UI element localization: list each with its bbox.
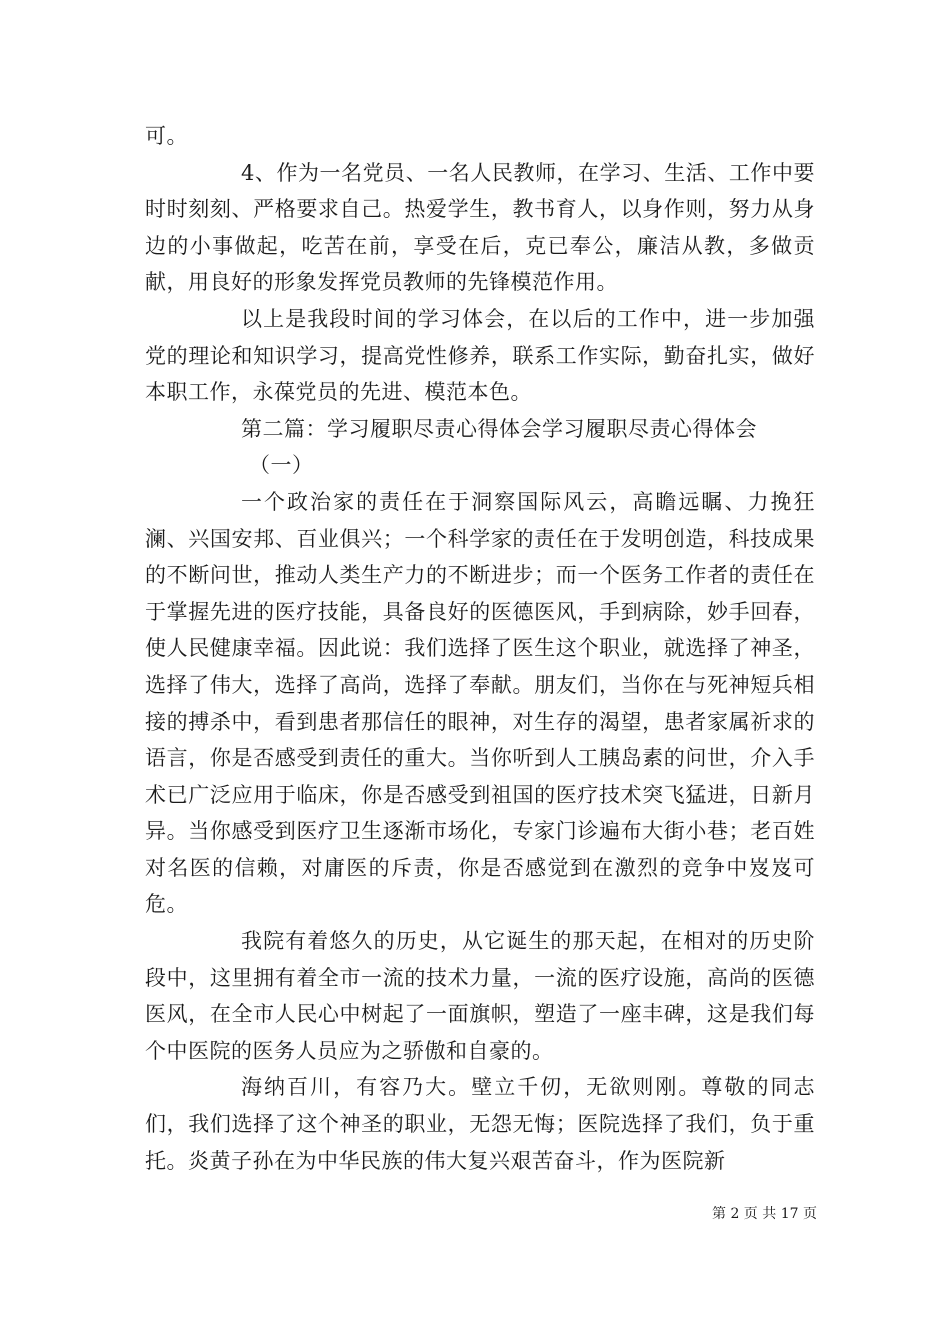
page-number: 第 2 页 共 17 页 [712, 1206, 817, 1222]
paragraph-6: 我院有着悠久的历史，从它诞生的那天起，在相对的历史阶段中，这里拥有着全市一流的技术力量，一流的医疗设施，高尚的医德医风，在全市人民心中树起了一面旗帜，塑造了一座丰碑，这是我们每个中医院的医务人员应为之骄傲和自豪的。 [145, 929, 815, 1063]
paragraph-1: 4、作为一名党员、一名人民教师，在学习、生活、工作中要时时刻刻、严格要求自己。热爱学生，教书育人，以身作则，努力从身边的小事做起，吃苦在前，享受在后，克已奉公，廉洁从教，多做贡献，用良好的形象发挥党员教师的先锋模范作用。 [145, 160, 815, 295]
paragraph-2: 以上是我段时间的学习体会，在以后的工作中，进一步加强党的理论和知识学习，提高党性修养，联系工作实际，勤奋扎实，做好本职工作，永葆党员的先进、模范本色。 [145, 306, 815, 405]
document-body [145, 118, 815, 1179]
section-subheading: （一） [249, 453, 314, 478]
paragraph-0: 可。 [145, 124, 188, 148]
paragraph-7: 海纳百川，有容乃大。壁立千仞，无欲则刚。尊敬的同志们，我们选择了这个神圣的职业，无怨无悔；医院选择了我们，负于重托。炎黄子孙在为中华民族的伟大复兴艰苦奋斗，作为医院新 [145, 1075, 815, 1173]
paragraph-5: 一个政治家的责任在于洞察国际风云，高瞻远瞩、力挽狂澜、兴国安邦、百业俱兴；一个科学家的责任在于发明创造，科技成果的不断问世，推动人类生产力的不断进步；而一个医务工作者的责任在于掌握先进的医疗技能，具备良好的医德医风，手到病除，妙手回春，使人民健康幸福。因此说：我们选择了医生这个职业，就选择了神圣，选择了伟大，选择了高尚，选择了奉献。朋友们，当你在与死神短兵相接的搏杀中，看到患者那信任的眼神，对生存的渴望，患者家属祈求的语言，你是否感受到责任的重大。当你听到人工胰岛素的问世，介入手术已广泛应用于临床，你是否感受到祖国的医疗技术突飞猛进，日新月异。当你感受到医疗卫生逐渐市场化，专家门诊遍布大街小巷；老百姓对名医的信赖，对庸医的斥责，你是否感觉到在激烈的竞争中岌岌可危。 [145, 489, 815, 917]
section-heading: 第二篇：学习履职尽责心得体会学习履职尽责心得体会 [241, 416, 757, 441]
